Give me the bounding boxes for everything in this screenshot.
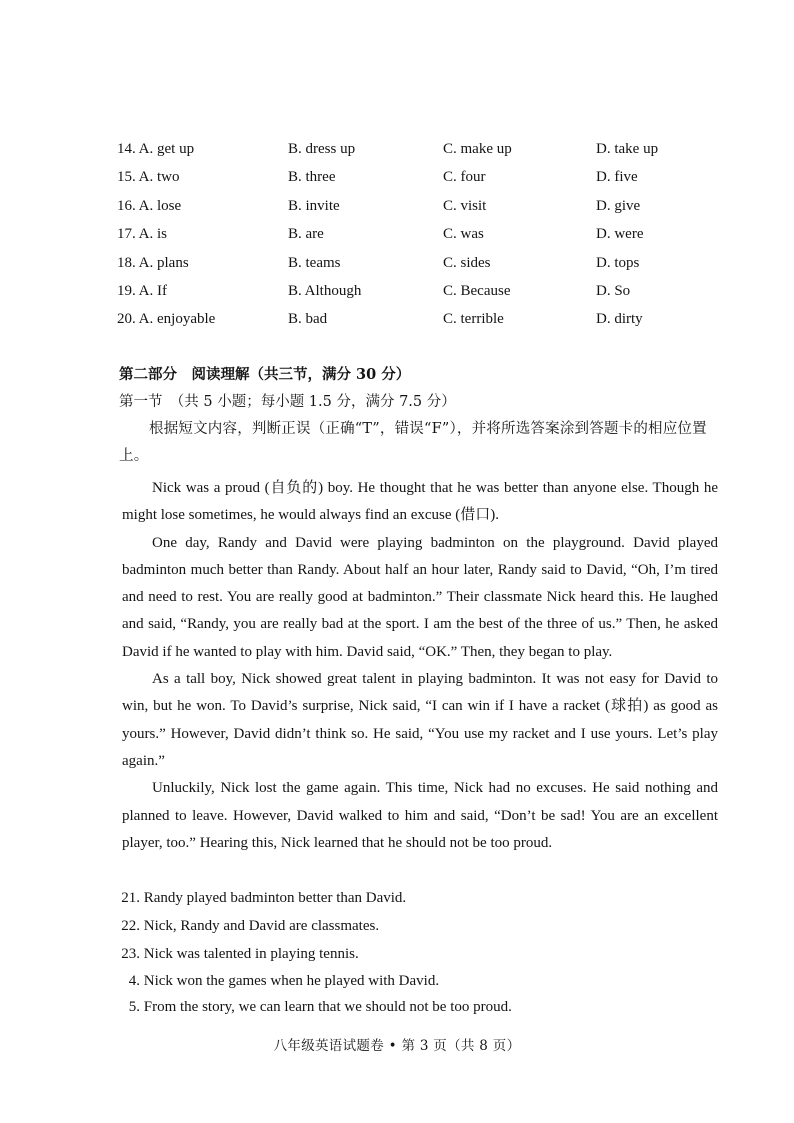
passage-paragraph: As a tall boy, Nick showed great talent in playing badminton. It was not easy for David to win, but he won. To David’s surprise, Nick said, “I can win if I have a racket (球拍) as good as yours.” However, David didn’t think so. He said, “You use my racket and I use yours. Let’s play again.” (122, 671, 718, 769)
option-row-18 (0, 252, 794, 274)
option-c: C. Because (443, 283, 511, 299)
option-c: C. make up (443, 141, 512, 157)
option-a: 17. A. is (117, 226, 168, 242)
question-number: 4. (128, 973, 140, 989)
option-a: 14. A. get up (117, 141, 195, 157)
question-text: From the story, we can learn that we should not be too proud. (143, 999, 512, 1015)
question-number: 23. (121, 946, 140, 962)
passage-paragraph: Unluckily, Nick lost the game again. This time, Nick had no excuses. He said nothing and planned to leave. However, David walked to him and said, “Don’t be sad! You are an excellent player, too.” Hearing this, Nick learned that he should not be too proud. (122, 780, 718, 851)
question-item (0, 996, 794, 1018)
passage-paragraph: One day, Randy and David were playing badminton on the playground. David played badminton much better than Randy. About half an hour later, Randy said to David, “Oh, I’m tired and need to rest. You are really good at badminton.” Their classmate Nick heard this. He laughed and said, “Randy, you are really bad at the sport. I am the best of the three of us.” Then, he asked David if he wanted to play with him. David said, “OK.” Then, they began to play. (122, 534, 718, 660)
section-title: 第一节 （共 5 小题；每小题 1.5 分，满分 7.5 分） (119, 394, 456, 410)
option-d: D. take up (596, 141, 659, 157)
part-title: 第二部分 阅读理解（共三节，满分 30 分） (119, 366, 411, 383)
option-row-20 (0, 308, 794, 330)
instruction-text: 根据短文内容，判断正误（正确“T”，错误“F”），并将所选答案涂到答题卡的相应位置上。 (119, 421, 707, 464)
page-footer: 八年级英语试题卷 • 第 3 页（共 8 页） (273, 1038, 521, 1054)
question-number: 22. (121, 918, 140, 934)
question-number: 21. (121, 890, 140, 906)
option-c: C. sides (443, 255, 491, 271)
question-item (0, 970, 794, 992)
option-d: D. tops (596, 255, 640, 271)
option-d: D. dirty (596, 311, 643, 327)
option-c: C. four (443, 169, 486, 185)
option-b: B. bad (288, 311, 328, 327)
option-b: B. three (288, 169, 336, 185)
option-c: C. visit (443, 198, 487, 214)
option-c: C. terrible (443, 311, 504, 327)
passage-paragraph: Nick was a proud (自负的) boy. He thought that he was better than anyone else. Though he might lose sometimes, he would always find an excuse (借口). (122, 480, 718, 524)
option-d: D. five (596, 169, 638, 185)
option-row-17 (0, 223, 794, 245)
option-b: B. teams (288, 255, 341, 271)
option-a: 16. A. lose (117, 198, 182, 214)
option-b: B. invite (288, 198, 340, 214)
option-d: D. give (596, 198, 641, 214)
option-a: 20. A. enjoyable (117, 311, 216, 327)
option-a: 18. A. plans (117, 255, 189, 271)
question-item (0, 943, 794, 965)
option-a: 19. A. If (117, 283, 167, 299)
option-c: C. was (443, 226, 484, 242)
question-item (0, 887, 794, 909)
question-text: Nick, Randy and David are classmates. (143, 918, 380, 934)
option-a: 15. A. two (117, 169, 180, 185)
option-b: B. dress up (288, 141, 356, 157)
question-text: Nick won the games when he played with David. (143, 973, 440, 989)
option-row-19 (0, 280, 794, 302)
option-b: B. are (288, 226, 324, 242)
question-text: Randy played badminton better than David. (143, 890, 407, 906)
option-b: B. Although (288, 283, 362, 299)
option-d: D. were (596, 226, 644, 242)
reading-passage (122, 475, 718, 857)
option-row-15 (0, 166, 794, 188)
question-text: Nick was talented in playing tennis. (143, 946, 359, 962)
question-item (0, 915, 794, 937)
option-row-16 (0, 195, 794, 217)
option-row-14 (0, 138, 794, 160)
option-d: D. So (596, 283, 631, 299)
question-number: 5. (128, 999, 140, 1015)
